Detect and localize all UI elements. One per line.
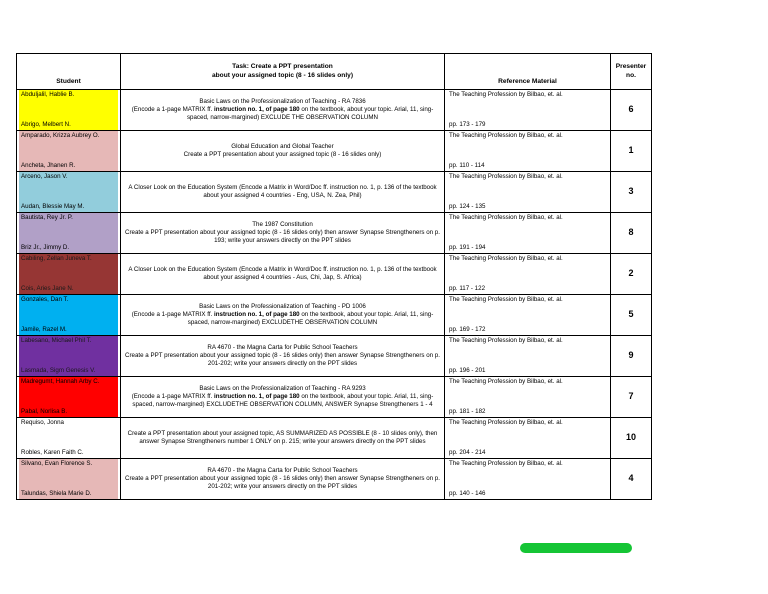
student-name-1: Silvano, Evan Florence S. [21, 460, 93, 467]
student-cell [17, 459, 121, 500]
reference-title: The Teaching Profession by Bilbao, et. al. [449, 132, 563, 139]
reference-pages: pp. 110 - 114 [449, 161, 485, 169]
student-cell [17, 295, 121, 336]
presenter-number: 7 [611, 377, 652, 418]
student-name-1: Cabiling, Zellan Juneva T. [21, 255, 92, 262]
reference-cell [445, 418, 611, 459]
student-cell [17, 172, 121, 213]
student-name-2: Abrigo, Melbert N. [21, 120, 71, 128]
task-bold-text: instruction no. 1, of page 180 [212, 310, 300, 318]
reference-pages: pp. 117 - 122 [449, 284, 486, 292]
table-row [17, 418, 652, 459]
student-cell [17, 131, 121, 172]
reference-pages: pp. 204 - 214 [449, 448, 486, 456]
student-name-1: Requiso, Jonna [21, 419, 64, 426]
presenter-number: 9 [611, 336, 652, 377]
header-student: Student [17, 54, 121, 90]
reference-cell [445, 295, 611, 336]
task-cell [121, 254, 445, 295]
task-cell [121, 459, 445, 500]
header-task [121, 54, 445, 90]
reference-title: The Teaching Profession by Bilbao, et. al. [449, 173, 563, 180]
reference-pages: pp. 181 - 182 [449, 407, 486, 415]
student-cell [17, 254, 121, 295]
reference-cell [445, 213, 611, 254]
task-cell [121, 172, 445, 213]
student-name-1: Abduljalil, Hablie B. [21, 91, 75, 98]
reference-cell [445, 377, 611, 418]
task-text-cont: on the textbook, about your topic. Arial, 11, sing-spaced, narrow-margined) EXCLUDE THE OBSERVATION COLUMN [186, 105, 434, 122]
table-row [17, 336, 652, 377]
task-cell [121, 131, 445, 172]
reference-cell [445, 131, 611, 172]
student-name-2: Cois, Aries Jane N. [21, 284, 74, 292]
student-name-2: Jamile, Razel M. [21, 325, 67, 333]
task-text: RA 4670 - the Magna Carta for Public School Teachers Create a PPT presentation about your assigned topic (8 - 16 slides only) then answer Synapse Strengtheners on p. 201-202; write your answers directly on the PPT slides [125, 466, 440, 491]
presenter-number: 5 [611, 295, 652, 336]
task-text: RA 4670 - the Magna Carta for Public School Teachers Create a PPT presentation about your assigned topic (8 - 16 slides only) then answer Synapse Strengtheners on p. 201-202; write your answers directly on the PPT slides [125, 343, 440, 368]
task-cell [121, 377, 445, 418]
student-name-1: Gonzales, Dan T. [21, 296, 69, 303]
header-presenter: Presenter no. [611, 54, 652, 90]
student-name-1: Bautista, Rey Jr. P. [21, 214, 73, 221]
reference-title: The Teaching Profession by Bilbao, et. al. [449, 214, 563, 221]
student-cell [17, 90, 121, 131]
reference-cell [445, 459, 611, 500]
presenter-number: 3 [611, 172, 652, 213]
reference-title: The Teaching Profession by Bilbao, et. al. [449, 296, 563, 303]
task-text: A Closer Look on the Education System (Encode a Matrix in Word/Doc ff. instruction no. 1, p. 136 of the textbook about your assigned 4 countries - Eng, USA, N. Zea, Phil) [128, 183, 437, 199]
student-name-2: Briz Jr., Jimmy D. [21, 243, 70, 251]
student-name-2: Robles, Karen Faith C. [21, 448, 84, 456]
task-cell [121, 295, 445, 336]
task-text: The 1987 Constitution Create a PPT presentation about your assigned topic (8 - 16 slides only) then answer Synapse Strengtheners on p. 193; write your answers directly on the PPT slides [125, 220, 440, 245]
student-name-1: Madregumt, Hannah Arby C. [21, 378, 100, 385]
reference-pages: pp. 196 - 201 [449, 366, 486, 374]
presenter-number: 10 [611, 418, 652, 459]
student-cell [17, 213, 121, 254]
student-name-2: Talundas, Shiela Marie D. [21, 489, 92, 497]
task-text: A Closer Look on the Education System (Encode a Matrix in Word/Doc ff. instruction no. 1, p. 136 of the textbook about your assigned 4 countries - Aus, Chi, Jap, S. Africa) [128, 265, 437, 281]
student-cell [17, 377, 121, 418]
task-text-cont: on the textbook, about your topic. Arial, 11, sing-spaced, narrow-margined) EXCLUDETHE OBSERVATION COLUMN [187, 310, 434, 327]
reference-title: The Teaching Profession by Bilbao, et. al. [449, 378, 563, 385]
table-row [17, 254, 652, 295]
reference-cell [445, 172, 611, 213]
reference-cell [445, 254, 611, 295]
presenter-number: 1 [611, 131, 652, 172]
table-row [17, 459, 652, 500]
task-text-cont: on the textbook, about your topic. Arial, 11, sing-spaced, narrow-margined) EXCLUDETHE OBSERVATION COLUMN, ANSWER Synapse Strengtheners 1 - 4 [132, 392, 434, 409]
task-text: Basic Laws on the Professionalization of Teaching - RA 7836 (Encode a 1-page MATRIX ff. [131, 97, 366, 113]
reference-cell [445, 90, 611, 131]
reference-title: The Teaching Profession by Bilbao, et. al. [449, 419, 563, 426]
reference-pages: pp. 191 - 194 [449, 243, 486, 251]
presenter-number: 6 [611, 90, 652, 131]
green-highlight-mark [520, 543, 632, 553]
student-name-2: Pabal, Norlisa B. [21, 407, 68, 415]
table-row [17, 90, 652, 131]
table-row [17, 295, 652, 336]
reference-cell [445, 336, 611, 377]
task-cell [121, 336, 445, 377]
task-text: Basic Laws on the Professionalization of Teaching - PD 1006 (Encode a 1-page MATRIX ff. [131, 302, 366, 318]
header-task-line1: Task: Create a PPT presentation [232, 62, 333, 70]
presenter-number: 4 [611, 459, 652, 500]
assignment-table [16, 53, 652, 500]
reference-pages: pp. 124 - 135 [449, 202, 486, 210]
presenter-number: 2 [611, 254, 652, 295]
student-name-1: Labesano, Michael Phil T. [21, 337, 92, 344]
task-bold-text: instruction no. 1, of page 180 [212, 392, 300, 400]
student-cell [17, 336, 121, 377]
reference-pages: pp. 173 - 179 [449, 120, 486, 128]
task-text: Create a PPT presentation about your assigned topic, AS SUMMARIZED AS POSSIBLE (8 - 10 slides only), then answer Synapse Strengtheners number 1 ONLY on p. 215; write your answers directly on the PPT slides [127, 429, 438, 445]
reference-title: The Teaching Profession by Bilbao, et. al. [449, 91, 563, 98]
task-bold-text: instruction no. 1, of page 180 [212, 105, 300, 113]
table-row [17, 172, 652, 213]
header-reference: Reference Material [445, 54, 611, 90]
reference-pages: pp. 169 - 172 [449, 325, 486, 333]
task-text: Basic Laws on the Professionalization of Teaching - RA 9293 (Encode a 1-page MATRIX ff. [131, 384, 366, 400]
student-name-2: Audan, Blessie May M. [21, 202, 85, 210]
student-name-1: Amparado, Krizza Aubrey O. [21, 132, 100, 139]
reference-pages: pp. 140 - 146 [449, 489, 486, 497]
student-name-2: Ancheta, Jhanen R. [21, 161, 76, 169]
task-cell [121, 213, 445, 254]
student-cell [17, 418, 121, 459]
reference-title: The Teaching Profession by Bilbao, et. al. [449, 255, 563, 262]
table-row [17, 213, 652, 254]
header-task-line2: about your assigned topic (8 - 16 slides only) [211, 71, 354, 79]
task-cell [121, 90, 445, 131]
student-name-1: Arceno, Jason V. [21, 173, 68, 180]
task-cell [121, 418, 445, 459]
presenter-number: 8 [611, 213, 652, 254]
reference-title: The Teaching Profession by Bilbao, et. al. [449, 337, 563, 344]
student-name-2: Lasmada, Sigm Genesis V. [21, 366, 96, 374]
table-row [17, 377, 652, 418]
header-row [17, 54, 652, 90]
table-row [17, 131, 652, 172]
task-text: Global Education and Global Teacher Create a PPT presentation about your assigned topic (8 - 16 slides only) [183, 142, 382, 158]
reference-title: The Teaching Profession by Bilbao, et. al. [449, 460, 563, 467]
